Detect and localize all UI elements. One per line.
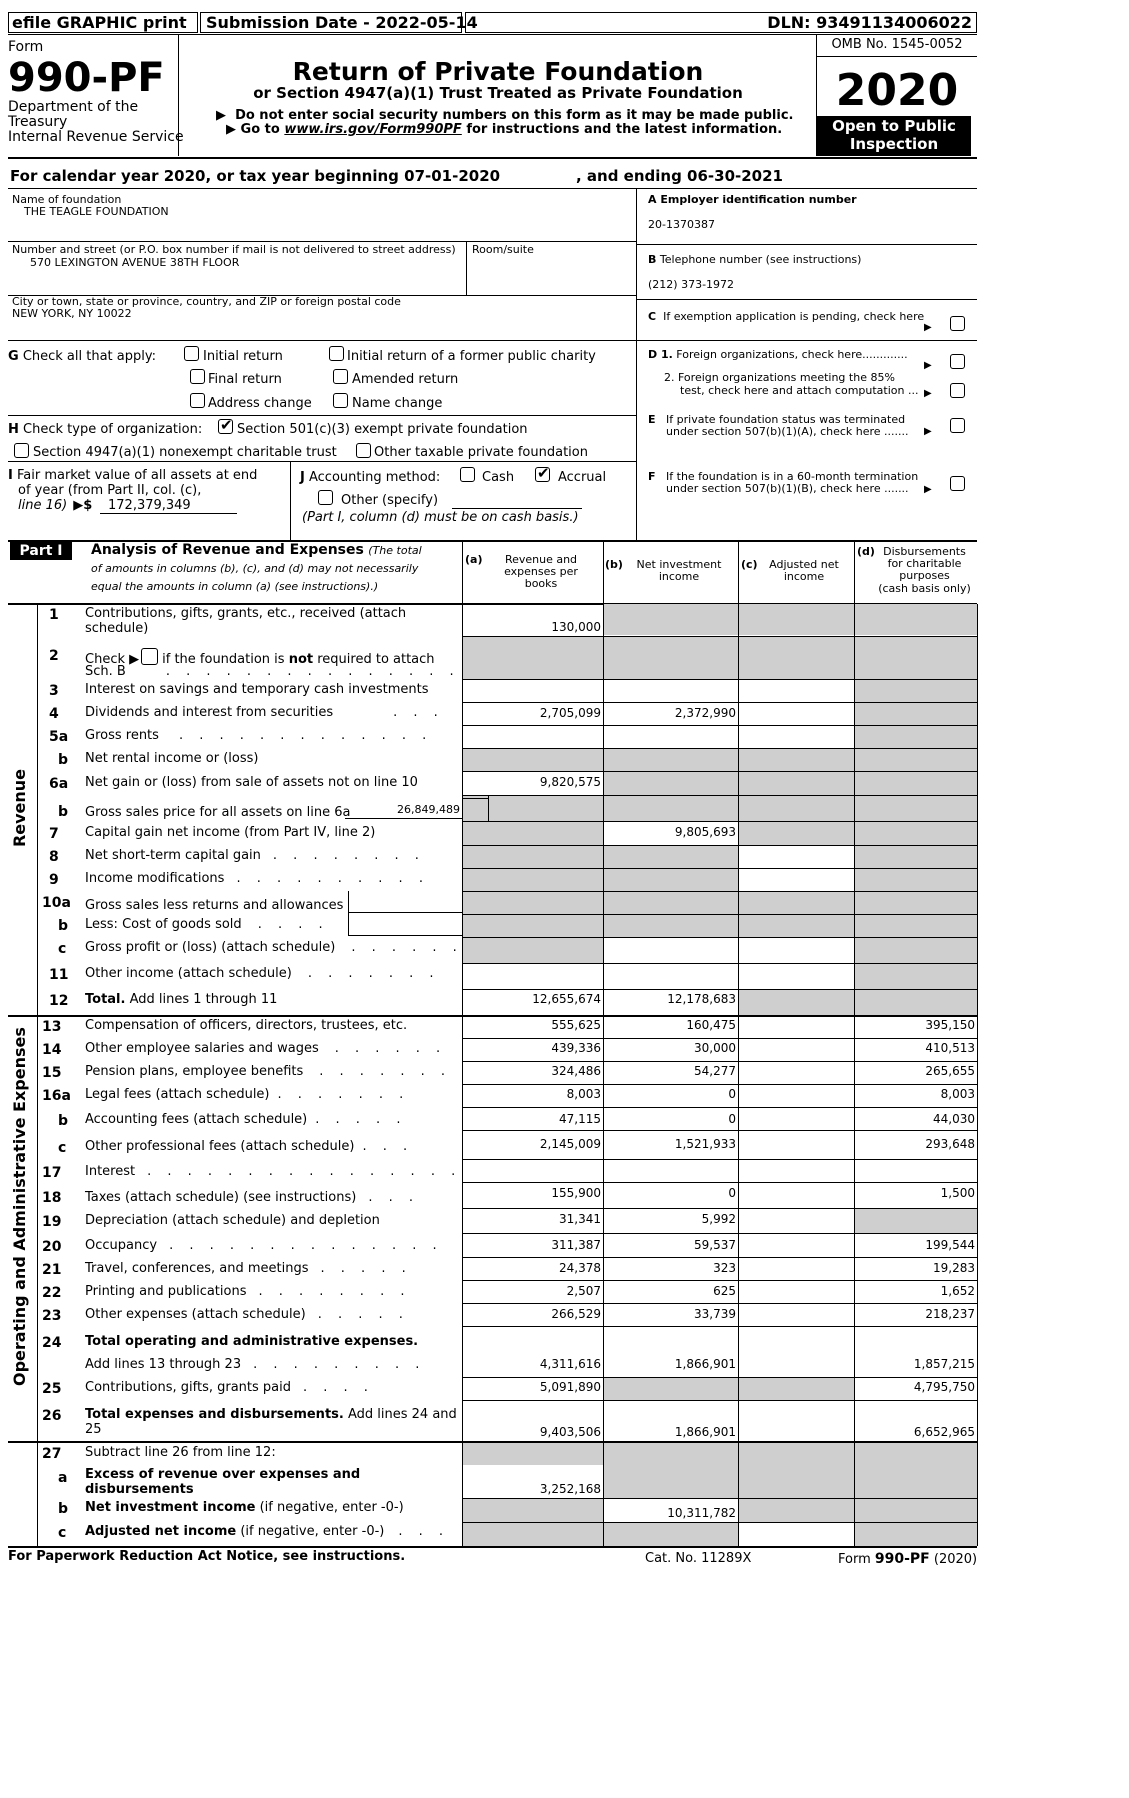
- accrual-method-checkbox[interactable]: [535, 467, 550, 482]
- line-24-number: 24: [42, 1335, 62, 1351]
- part-i-desc-3: equal the amounts in column (a) (see instructions).): [91, 580, 379, 593]
- other-taxable-checkbox[interactable]: [356, 443, 371, 458]
- line-14-col-b: 30,000: [694, 1041, 736, 1055]
- line-25-col-a: 5,091,890: [539, 1380, 601, 1394]
- line-19-text: Depreciation (attach schedule) and depletion: [85, 1213, 380, 1228]
- e-status-terminated-line-2: under section 507(b)(1)(A), check here .......: [666, 425, 909, 438]
- line-15-col-a: 324,486: [551, 1064, 601, 1078]
- line-6b-text: Gross sales price for all assets on line 6a: [85, 805, 351, 820]
- line-18-number: 18: [42, 1190, 62, 1206]
- line-11-text: Other income (attach schedule) . . . . . . .: [85, 966, 440, 981]
- line-2-number: 2: [49, 648, 59, 664]
- e-status-terminated-checkbox[interactable]: [950, 418, 965, 433]
- part-i-title: Analysis of Revenue and Expenses (The total: [91, 542, 422, 558]
- line-18-text: Taxes (attach schedule) (see instructions) . . .: [85, 1190, 419, 1205]
- col-b-letter: (b): [605, 558, 623, 571]
- address-change-checkbox[interactable]: [190, 393, 205, 408]
- phone-value: (212) 373-1972: [648, 278, 735, 291]
- line-27a-text-1: Excess of revenue over expenses and: [85, 1467, 361, 1482]
- line-12-col-b: 12,178,683: [667, 992, 736, 1006]
- f-arrow-icon: ▶: [924, 484, 932, 495]
- form-word: Form: [8, 39, 44, 55]
- line-26-text-1: Total expenses and disbursements. Add lines 24 and: [85, 1407, 457, 1422]
- c-arrow-icon: ▶: [924, 322, 932, 333]
- efile-label: efile GRAPHIC print: [12, 13, 187, 32]
- side-label-revenue: Revenue: [10, 768, 29, 848]
- line-7-text: Capital gain net income (from Part IV, line 2): [85, 825, 376, 840]
- line-16b-col-a: 47,115: [559, 1112, 601, 1126]
- line-14-number: 14: [42, 1042, 62, 1058]
- line-24-col-b: 1,866,901: [674, 1357, 736, 1371]
- line-21-col-b: 323: [713, 1261, 736, 1275]
- line-27a-col-a: 3,252,168: [539, 1482, 601, 1496]
- line-6a-col-a: 9,820,575: [539, 775, 601, 789]
- open-to-public-line-2: Inspection: [849, 135, 939, 153]
- line-16b-number: b: [58, 1113, 69, 1129]
- col-a-header-2: expenses per: [504, 565, 578, 578]
- col-b-header-1: Net investment: [636, 558, 722, 571]
- line-2-text: Check ▶ if the foundation is not required to attach: [85, 648, 435, 668]
- line-24-col-d: 1,857,215: [913, 1357, 975, 1371]
- line-23-col-a: 266,529: [551, 1307, 601, 1321]
- paperwork-notice: For Paperwork Reduction Act Notice, see instructions.: [8, 1549, 406, 1564]
- line-12-col-a: 12,655,674: [532, 992, 601, 1006]
- submission-date: Submission Date - 2022-05-14: [206, 13, 478, 32]
- line-20-text: Occupancy . . . . . . . . . . . . . .: [85, 1238, 443, 1253]
- phone-label: B Telephone number (see instructions): [648, 253, 862, 266]
- i-fmv-line-2: of year (from Part II, col. (c),: [18, 483, 202, 498]
- line-15-col-d: 265,655: [925, 1064, 975, 1078]
- line-22-number: 22: [42, 1285, 62, 1301]
- city-state-zip: NEW YORK, NY 10022: [12, 307, 132, 320]
- footer-form-id: Form 990-PF (2020): [838, 1551, 978, 1567]
- col-d-header-1: Disbursements: [883, 545, 966, 558]
- line-10b-number: b: [58, 918, 69, 934]
- line-10b-text: Less: Cost of goods sold . . . .: [85, 917, 329, 932]
- line-25-number: 25: [42, 1381, 62, 1397]
- i-fmv-line-1: I Fair market value of all assets at end: [8, 468, 258, 483]
- line-9-text: Income modifications . . . . . . . . . .: [85, 871, 429, 886]
- line-20-col-d: 199,544: [925, 1238, 975, 1252]
- line-5a-number: 5a: [49, 729, 69, 745]
- line-7-col-b: 9,805,693: [674, 825, 736, 839]
- line-14-col-a: 439,336: [551, 1041, 601, 1055]
- amended-return-checkbox[interactable]: [333, 369, 348, 384]
- line-16c-text: Other professional fees (attach schedule) . . .: [85, 1139, 414, 1154]
- line-12-text: Total. Add lines 1 through 11: [85, 992, 278, 1007]
- ein-value: 20-1370387: [648, 218, 715, 231]
- line-27-number: 27: [42, 1446, 62, 1462]
- line-16a-col-d: 8,003: [940, 1087, 975, 1101]
- line-5b-text: Net rental income or (loss): [85, 751, 259, 766]
- line-1-text-2: schedule): [85, 621, 149, 636]
- initial-return-checkbox[interactable]: [184, 346, 199, 361]
- line-26-col-d: 6,652,965: [913, 1425, 975, 1439]
- d2-foreign-org-85-line-1: 2. Foreign organizations meeting the 85%: [664, 371, 895, 384]
- line-21-col-d: 19,283: [933, 1261, 975, 1275]
- foundation-name: THE TEAGLE FOUNDATION: [24, 205, 169, 218]
- line-2-text-2: Sch. B . . . . . . . . . . . . . . .: [85, 664, 460, 679]
- department-line-2: Treasury: [8, 114, 68, 130]
- line-14-col-d: 410,513: [925, 1041, 975, 1055]
- room-suite-label: Room/suite: [472, 243, 534, 256]
- line-21-col-a: 24,378: [559, 1261, 601, 1275]
- tax-year: 2020: [835, 65, 959, 116]
- e-arrow-icon: ▶: [924, 426, 932, 437]
- line-22-col-b: 625: [713, 1284, 736, 1298]
- line-6b-number: b: [58, 804, 69, 820]
- irs-form-link[interactable]: www.irs.gov/Form990PF: [284, 122, 462, 137]
- line-20-number: 20: [42, 1239, 62, 1255]
- form-subtitle: or Section 4947(a)(1) Trust Treated as Private Foundation: [253, 84, 743, 102]
- line-4-col-a: 2,705,099: [539, 706, 601, 720]
- line-26-col-a: 9,403,506: [539, 1425, 601, 1439]
- line-5b-number: b: [58, 752, 69, 768]
- line-27a-number: a: [58, 1470, 68, 1486]
- line-13-number: 13: [42, 1019, 62, 1035]
- line-1-number: 1: [49, 607, 59, 623]
- line-16b-col-d: 44,030: [933, 1112, 975, 1126]
- col-a-header-1: Revenue and: [504, 553, 578, 566]
- line-24-col-a: 4,311,616: [539, 1357, 601, 1371]
- initial-return-label: Initial return: [203, 349, 283, 364]
- col-c-letter: (c): [741, 558, 758, 571]
- line-27b-text: Net investment income (if negative, enter -0-): [85, 1500, 404, 1515]
- col-a-letter: (a): [465, 553, 483, 566]
- line-26-text-2: 25: [85, 1422, 102, 1437]
- part-i-tag-label: Part I: [19, 543, 63, 559]
- e-status-terminated-line-1: E If private foundation status was terminated: [648, 413, 906, 426]
- d1-foreign-org-checkbox[interactable]: [950, 354, 965, 369]
- calendar-year-begin: For calendar year 2020, or tax year beginning 07-01-2020: [10, 167, 501, 185]
- street-label: Number and street (or P.O. box number if mail is not delivered to street address): [12, 243, 456, 256]
- line-6a-text: Net gain or (loss) from sale of assets not on line 10: [85, 775, 418, 790]
- sch-b-checkbox[interactable]: [141, 648, 158, 665]
- line-18-col-d: 1,500: [940, 1186, 975, 1200]
- line-22-col-a: 2,507: [566, 1284, 601, 1298]
- line-13-col-a: 555,625: [551, 1018, 601, 1032]
- line-24-text-2: Add lines 13 through 23 . . . . . . . . .: [85, 1357, 426, 1372]
- line-8-text: Net short-term capital gain . . . . . . . .: [85, 848, 425, 863]
- c-exemption-pending-checkbox[interactable]: [950, 316, 965, 331]
- line-1-col-a: 130,000: [551, 620, 601, 634]
- h-org-type-label: H Check type of organization:: [8, 422, 203, 437]
- omb-number: OMB No. 1545-0052: [831, 37, 963, 52]
- col-d-header-2: for charitable: [887, 557, 962, 570]
- amended-return-label: Amended return: [352, 372, 459, 387]
- line-7-number: 7: [49, 826, 59, 842]
- final-return-checkbox[interactable]: [190, 369, 205, 384]
- line-10a-number: 10a: [42, 895, 71, 911]
- line-15-col-b: 54,277: [694, 1064, 736, 1078]
- name-change-label: Name change: [352, 396, 443, 411]
- line-16c-number: c: [58, 1140, 67, 1156]
- final-return-label: Final return: [208, 372, 282, 387]
- accrual-method-label: Accrual: [558, 470, 607, 485]
- line-10c-text: Gross profit or (loss) (attach schedule) . . . . . .: [85, 940, 463, 955]
- initial-return-former-charity-label: Initial return of a former public charity: [347, 349, 596, 364]
- line-23-col-b: 33,739: [694, 1307, 736, 1321]
- col-c-header-2: income: [783, 570, 825, 583]
- open-to-public-line-1: Open to Public: [832, 117, 956, 135]
- f-60-month-checkbox[interactable]: [950, 476, 965, 491]
- line-14-text: Other employee salaries and wages . . . . . .: [85, 1041, 447, 1056]
- line-3-number: 3: [49, 683, 59, 699]
- line-8-number: 8: [49, 849, 59, 865]
- line-24-text-1: Total operating and administrative expenses.: [85, 1334, 419, 1349]
- line-15-text: Pension plans, employee benefits . . . . . . .: [85, 1064, 452, 1079]
- catalog-number: Cat. No. 11289X: [645, 1551, 752, 1566]
- dln: DLN: 93491134006022: [767, 13, 972, 32]
- col-c-header-1: Adjusted net: [769, 558, 839, 571]
- form-number: 990-PF: [8, 55, 165, 101]
- section-501c3-label: Section 501(c)(3) exempt private foundation: [237, 422, 528, 437]
- line-6b-gross-sales: 26,849,489: [397, 803, 460, 816]
- line-12-number: 12: [49, 993, 69, 1009]
- form-title: Return of Private Foundation: [292, 57, 704, 86]
- line-17-text: Interest . . . . . . . . . . . . . . . .: [85, 1164, 462, 1179]
- i-fmv-line-3: line 16) ▶$: [18, 498, 93, 513]
- line-27b-number: b: [58, 1501, 69, 1517]
- calendar-year-end: , and ending 06-30-2021: [576, 167, 783, 185]
- section-501c3-checkbox[interactable]: [218, 419, 233, 434]
- line-16b-text: Accounting fees (attach schedule) . . . . .: [85, 1112, 407, 1127]
- fair-market-value: 172,379,349: [108, 498, 191, 513]
- line-16c-col-a: 2,145,009: [539, 1137, 601, 1151]
- line-25-text: Contributions, gifts, grants paid . . . .: [85, 1380, 374, 1395]
- ssn-notice: ▶ Do not enter social security numbers on this form as it may be made public.: [216, 108, 794, 123]
- cash-basis-note: (Part I, column (d) must be on cash basis.): [302, 510, 579, 525]
- cash-method-checkbox[interactable]: [460, 467, 475, 482]
- line-16a-col-a: 8,003: [566, 1087, 601, 1101]
- col-b-header-2: income: [658, 570, 700, 583]
- line-20-col-a: 311,387: [551, 1238, 601, 1252]
- line-17-number: 17: [42, 1165, 62, 1181]
- section-4947-checkbox[interactable]: [14, 443, 29, 458]
- j-accounting-method-label: J Accounting method:: [300, 470, 441, 485]
- col-d-header-3: purposes: [899, 569, 950, 582]
- line-27a-text-2: disbursements: [85, 1482, 194, 1497]
- d2-arrow-icon: ▶: [924, 388, 932, 399]
- col-d-header-4: (cash basis only): [878, 582, 971, 595]
- other-method-checkbox[interactable]: [318, 490, 333, 505]
- other-taxable-label: Other taxable private foundation: [374, 445, 588, 460]
- line-16a-number: 16a: [42, 1088, 71, 1104]
- address-change-label: Address change: [208, 396, 312, 411]
- line-16c-col-b: 1,521,933: [674, 1137, 736, 1151]
- g-check-all-label: G Check all that apply:: [8, 349, 156, 364]
- f-60-month-line-2: under section 507(b)(1)(B), check here .......: [666, 482, 909, 495]
- d1-arrow-icon: ▶: [924, 360, 932, 371]
- line-3-text: Interest on savings and temporary cash investments: [85, 682, 429, 697]
- line-23-number: 23: [42, 1308, 62, 1324]
- line-23-col-d: 218,237: [925, 1307, 975, 1321]
- line-13-text: Compensation of officers, directors, trustees, etc.: [85, 1018, 408, 1033]
- city-label: City or town, state or province, country, and ZIP or foreign postal code: [12, 295, 401, 308]
- line-4-col-b: 2,372,990: [674, 706, 736, 720]
- line-13-col-d: 395,150: [925, 1018, 975, 1032]
- foundation-name-label: Name of foundation: [12, 193, 122, 206]
- d2-foreign-org-85-line-2: test, check here and attach computation ...: [680, 384, 919, 397]
- d1-foreign-org: D 1. Foreign organizations, check here.............: [648, 348, 908, 361]
- line-26-number: 26: [42, 1408, 62, 1424]
- line-22-text: Printing and publications . . . . . . . .: [85, 1284, 411, 1299]
- part-i-desc-2: of amounts in columns (b), (c), and (d) may not necessarily: [91, 562, 419, 575]
- line-13-col-b: 160,475: [686, 1018, 736, 1032]
- line-5a-text: Gross rents . . . . . . . . . . . . .: [85, 728, 433, 743]
- line-6a-number: 6a: [49, 776, 69, 792]
- line-16a-col-b: 0: [728, 1087, 736, 1101]
- line-25-col-d: 4,795,750: [913, 1380, 975, 1394]
- line-19-col-a: 31,341: [559, 1212, 601, 1226]
- line-21-text: Travel, conferences, and meetings . . . . .: [85, 1261, 412, 1276]
- line-16a-text: Legal fees (attach schedule) . . . . . . .: [85, 1087, 410, 1102]
- col-d-letter: (d): [857, 545, 875, 558]
- line-4-number: 4: [49, 706, 59, 722]
- line-15-number: 15: [42, 1065, 62, 1081]
- line-10a-text: Gross sales less returns and allowances: [85, 898, 344, 913]
- line-26-col-b: 1,866,901: [674, 1425, 736, 1439]
- line-27c-number: c: [58, 1525, 67, 1541]
- col-a-header-3: books: [524, 577, 558, 590]
- c-exemption-pending: C If exemption application is pending, check here: [648, 310, 925, 323]
- line-4-text: Dividends and interest from securities . . .: [85, 705, 444, 720]
- side-label-expenses: Operating and Administrative Expenses: [10, 1027, 29, 1386]
- line-22-col-d: 1,652: [940, 1284, 975, 1298]
- line-11-number: 11: [49, 967, 69, 983]
- f-60-month-line-1: F If the foundation is in a 60-month termination: [648, 470, 919, 483]
- line-10c-number: c: [58, 941, 67, 957]
- line-19-col-b: 5,992: [701, 1212, 736, 1226]
- department-line-1: Department of the: [8, 99, 139, 115]
- street-address: 570 LEXINGTON AVENUE 38TH FLOOR: [30, 256, 240, 269]
- line-1-text-1: Contributions, gifts, grants, etc., received (attach: [85, 606, 407, 621]
- line-20-col-b: 59,537: [694, 1238, 736, 1252]
- other-method-label: Other (specify): [341, 493, 439, 508]
- cash-method-label: Cash: [482, 470, 515, 485]
- line-18-col-a: 155,900: [551, 1186, 601, 1200]
- line-27-text: Subtract line 26 from line 12:: [85, 1445, 276, 1460]
- section-4947-label: Section 4947(a)(1) nonexempt charitable trust: [33, 445, 337, 460]
- line-18-col-b: 0: [728, 1186, 736, 1200]
- line-27c-text: Adjusted net income (if negative, enter -0-) . . .: [85, 1524, 450, 1539]
- line-21-number: 21: [42, 1262, 62, 1278]
- line-16c-col-d: 293,648: [925, 1137, 975, 1151]
- line-16b-col-b: 0: [728, 1112, 736, 1126]
- ein-label: A Employer identification number: [648, 193, 857, 206]
- line-23-text: Other expenses (attach schedule) . . . . .: [85, 1307, 409, 1322]
- irs-link-notice: ▶ Go to www.irs.gov/Form990PF for instructions and the latest information.: [226, 122, 783, 137]
- department-line-3: Internal Revenue Service: [8, 129, 184, 145]
- line-27b-col-b: 10,311,782: [667, 1506, 736, 1520]
- initial-return-former-charity-checkbox[interactable]: [329, 346, 344, 361]
- line-9-number: 9: [49, 872, 59, 888]
- line-19-number: 19: [42, 1214, 62, 1230]
- name-change-checkbox[interactable]: [333, 393, 348, 408]
- d2-foreign-org-85-checkbox[interactable]: [950, 383, 965, 398]
